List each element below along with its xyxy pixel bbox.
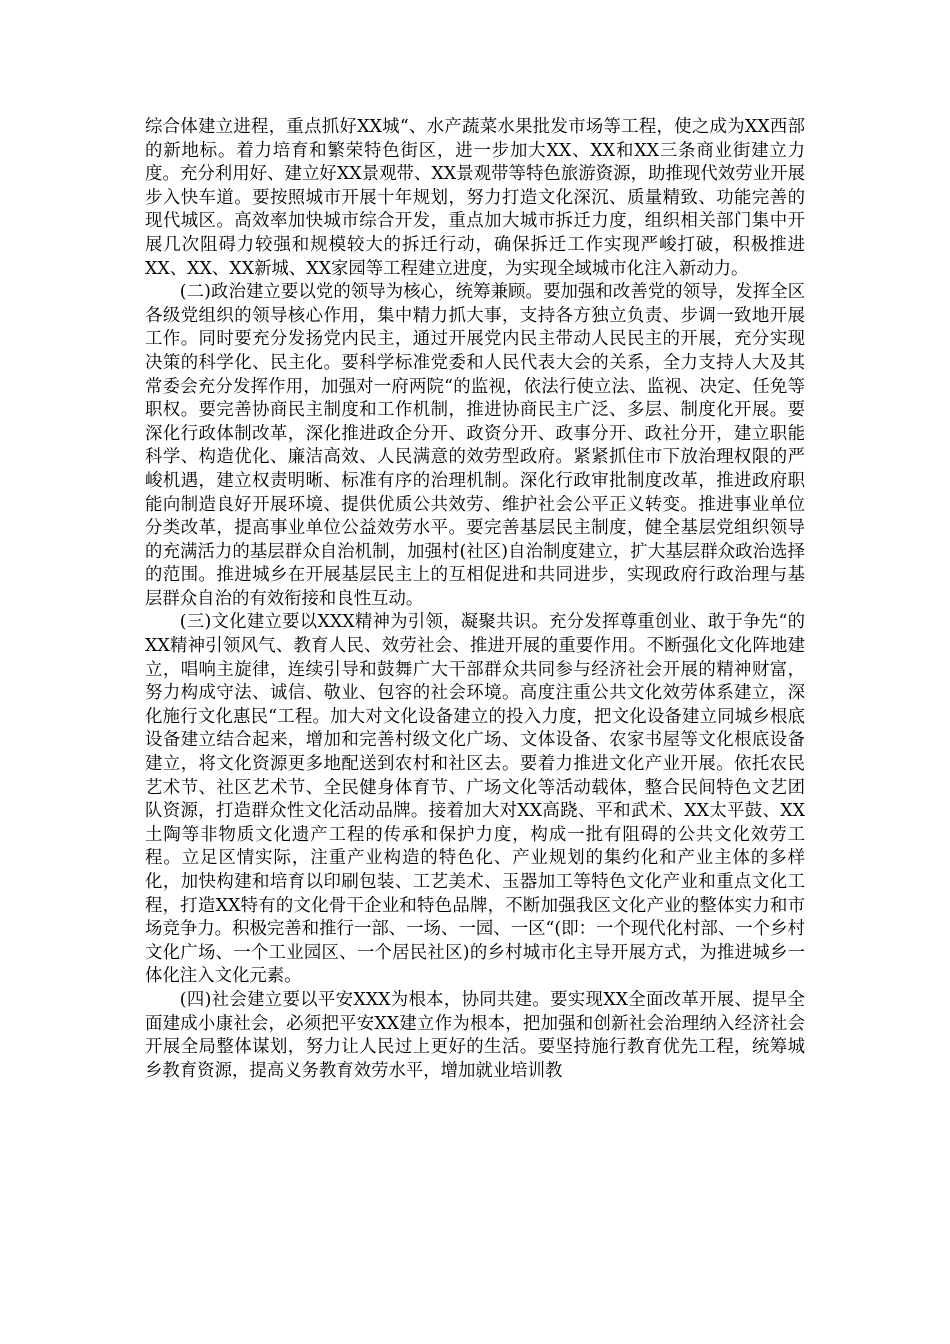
paragraph-social-construction: (四)社会建立要以平安XXX为根本，协同共建。要实现XX全面改革开展、提早全面建成小康社会，必须把平安XX建立作为根本，把加强和创新社会治理纳入经济社会开展全局整体谋划，努力让人民过上更好的生活。要坚持施行教育优先工程，统筹城乡教育资源，提高义务教育效劳水平，增加就业培训教	[145, 989, 805, 1081]
paragraph-urban-construction: 综合体建立进程，重点抓好XX城“、水产蔬菜水果批发市场等工程，使之成为XX西部的新地标。着力培育和繁荣特色街区，进一步加大XX、XX和XX三条商业街建立力度。充分利用好、建立好XX景观带、XX景观带等特色旅游资源，助推现代效劳业开展步入快车道。要按照城市开展十年规划，努力打造文化深沉、质量精致、功能完善的现代城区。高效率加快城市综合开发，重点加大城市拆迁力度，组织相关部门集中开展几次阻碍力较强和规模较大的拆迁行动，确保拆迁工作实现严峻打破，积极推进 XX、XX、XX新城、XX家园等工程建立进度，为实现全域城市化注入新动力。	[145, 117, 805, 279]
paragraph-political-construction: (二)政治建立要以党的领导为核心，统筹兼顾。要加强和改善党的领导，发挥全区各级党组织的领导核心作用，集中精力抓大事，支持各方独立负责、步调一致地开展工作。同时要充分发扬党内民主，通过开展党内民主带动人民民主的开展，充分实现决策的科学化、民主化。要科学标准党委和人民代表大会的关系，全力支持人大及其常委会充分发挥作用，加强对一府两院“的监视，依法行使立法、监视、决定、任免等职权。要完善协商民主制度和工作机制，推进协商民主广泛、多层、制度化开展。要深化行政体制改革，深化推进政企分开、政资分开、政事分开、政社分开，建立职能科学、构造优化、廉洁高效、人民满意的效劳型政府。紧紧抓住市下放治理权限的严峻机遇，建立权责明晰、标准有序的治理机制。深化行政审批制度改革，推进政府职能向制造良好开展环境、提供优质公共效劳、维护社会公平正义转变。推进事业单位分类改革，提高事业单位公益效劳水平。要完善基层民主制度，健全基层党组织领导的充满活力的基层群众自治机制，加强村(社区)自治制度建立，扩大基层群众政治选择的范围。推进城乡在开展基层民主上的互相促进和共同进步，实现政府行政治理与基层群众自治的有效衔接和良性互动。	[145, 282, 805, 609]
paragraph-cultural-construction: (三)文化建立要以XXX精神为引领，凝聚共识。充分发挥尊重创业、敢于争先“的XX精神引领风气、教育人民、效劳社会、推进开展的重要作用。不断强化文化阵地建立，唱响主旋律，连续引导和鼓舞广大干部群众共同参与经济社会开展的精神财富，努力构成守法、诚信、敬业、包容的社会环境。高度注重公共文化效劳体系建立，深化施行文化惠民“工程。加大对文化设备建立的投入力度，把文化设备建立同城乡根底设备建立结合起来，增加和完善村级文化广场、文体设备、农家书屋等文化根底设备建立，将文化资源更多地配送到农村和社区去。要着力推进文化产业开展。依托农民艺术节、社区艺术节、全民健身体育节、广场文化等活动载体，整合民间特色文艺团队资源，打造群众性文化活动品牌。接着加大对XX高跷、平和武术、XX太平鼓、XX土陶等非物质文化遗产工程的传承和保护力度，构成一批有阻碍的公共文化效劳工程。立足区情实际，注重产业构造的特色化、产业规划的集约化和产业主体的多样化，加快构建和培育以印刷包装、工艺美术、玉器加工等特色文化产业和重点文化工程，打造XX特有的文化骨干企业和特色品牌，不断加强我区文化产业的整体实力和市场竞争力。积极完善和推行一部、一场、一园、一区“(即：一个现代化村部、一个乡村文化广场、一个工业园区、一个居民社区)的乡村城市化主导开展方式，为推进城乡一体化注入文化元素。	[145, 612, 805, 987]
document-page	[145, 116, 805, 1083]
